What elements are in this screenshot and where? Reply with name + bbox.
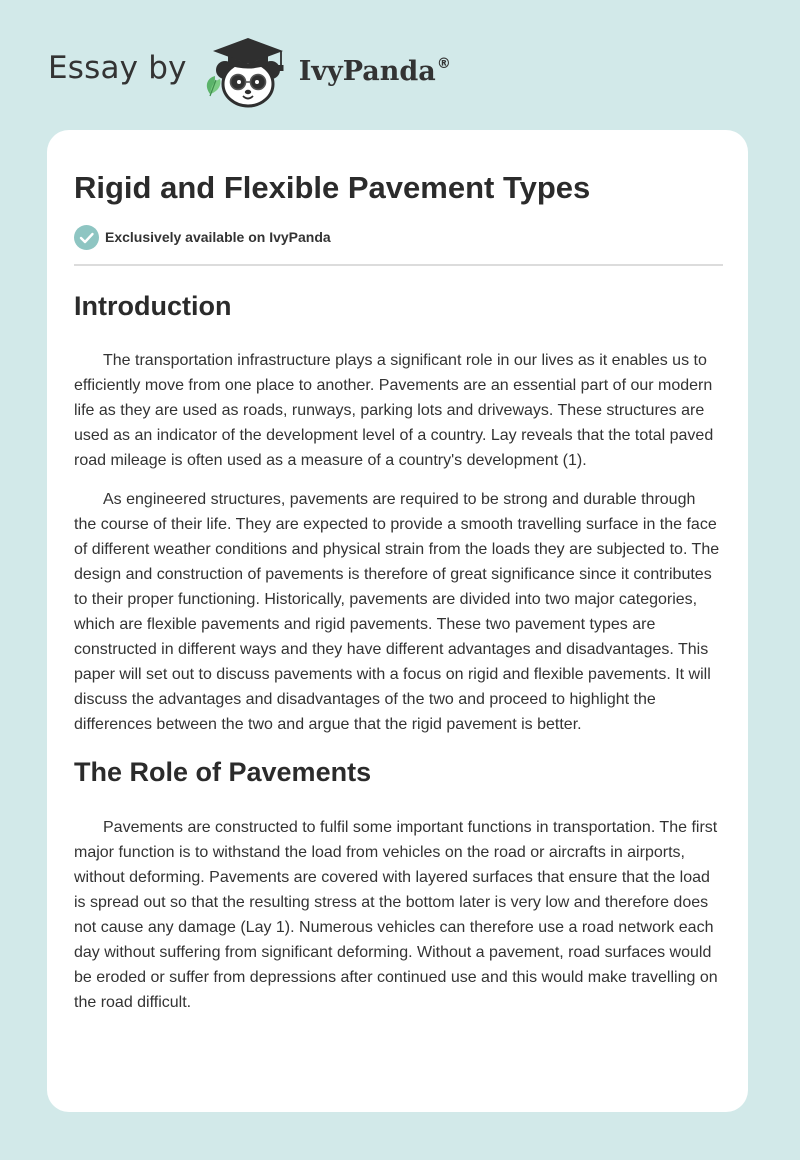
title-divider: [74, 264, 723, 266]
paragraph: The transportation infrastructure plays a significant role in our lives as it enables us to efficiently move from one place to another. Pavements are an essential part of our modern life as they are used as roads, runways, parking lots and driveways. These structures are used as an indicator of the development level of a country. Lay reveals that the total paved road mileage is often used as a measure of a country's development (1).: [74, 352, 714, 469]
paragraph: As engineered structures, pavements are required to be strong and durable through the course of their life. They are expected to provide a smooth travelling surface in the face of different weather conditions and physical strain from the loads they are subjected to. The design and construction of pavements is therefore of great significance since it contributes to their proper functioning. Historically, pavements are divided into two major categories, which are flexible pavements and rigid pavements. These two pavement types are constructed in different ways and they have different advantages and disadvantages. This paper will set out to discuss pavements with a focus on rigid and flexible pavements. It will discuss the advantages and disadvantages of the two and proceed to highlight the differences between the two and argue that the rigid pavement is better.: [74, 491, 720, 733]
site-header: [48, 34, 451, 110]
exclusive-badge: [74, 224, 722, 250]
section-heading-role-of-pavements: The Role of Pavements: [74, 757, 372, 787]
essay-title: Rigid and Flexible Pavement Types: [74, 170, 591, 205]
section-heading-introduction: Introduction: [74, 291, 232, 321]
check-circle-icon: [74, 225, 99, 250]
ivypanda-wordmark[interactable]: IvyPanda®: [298, 55, 451, 87]
exclusive-badge-text: Exclusively available on IvyPanda: [105, 229, 331, 245]
essay-card: [47, 130, 748, 1112]
paragraph: Pavements are constructed to fulfil some important functions in transportation. The first major function is to withstand the load from vehicles on the road or aircrafts in airports, without deforming. Pavements are covered with layered surfaces that ensure that the load is spread out so that the resulting stress at the bottom later is very low and therefore does not cause any damage (Lay 1). Numerous vehicles can therefore use a road network each day without suffering from significant deforming. Without a pavement, road surfaces would be eroded or suffer from depressions after continued use and this would make travelling on the road difficult.: [74, 819, 718, 1011]
panda-mascot-icon: [201, 34, 295, 110]
essay-by-label: Essay by: [48, 50, 187, 86]
